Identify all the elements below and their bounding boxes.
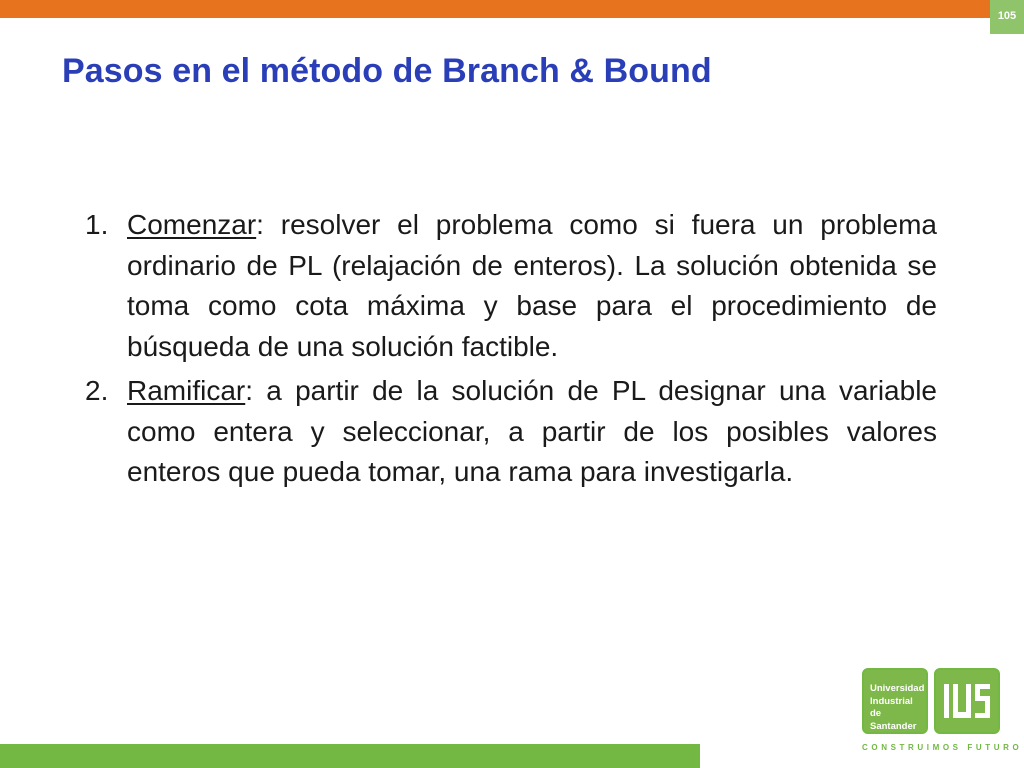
step-text: : a partir de la solución de PL designar una variable como entera y seleccionar, a partir de los posibles valores enteros que pueda tomar, una rama para investigarla. bbox=[127, 375, 937, 487]
steps-list bbox=[85, 205, 937, 497]
logo-line: Industrial de bbox=[870, 695, 913, 719]
step-term: Ramificar bbox=[127, 375, 246, 406]
logo-line: Santander bbox=[870, 720, 917, 732]
logo-line: Universidad bbox=[870, 683, 925, 694]
step-number: 2. bbox=[85, 375, 109, 406]
page-number-badge bbox=[990, 0, 1024, 34]
bottom-accent-bar bbox=[0, 744, 700, 768]
step-text: : resolver el problema como si fuera un problema ordinario de PL (relajación de enteros). La solución obtenida se toma como cota máxima y base para el procedimiento de búsqueda de una solución factible. bbox=[127, 209, 937, 362]
list-item bbox=[85, 205, 937, 367]
university-logo-mark bbox=[934, 668, 1000, 734]
top-accent-bar bbox=[0, 0, 1024, 18]
list-item bbox=[85, 371, 937, 493]
uis-emblem-icon bbox=[936, 670, 998, 732]
slide-title: Pasos en el método de Branch & Bound bbox=[62, 52, 712, 90]
page-number: 105 bbox=[997, 10, 1017, 22]
step-term: Comenzar bbox=[127, 209, 257, 240]
logo-tagline: CONSTRUIMOS FUTURO bbox=[862, 743, 1023, 752]
university-logo-text bbox=[862, 668, 928, 734]
step-number: 1. bbox=[85, 209, 109, 240]
